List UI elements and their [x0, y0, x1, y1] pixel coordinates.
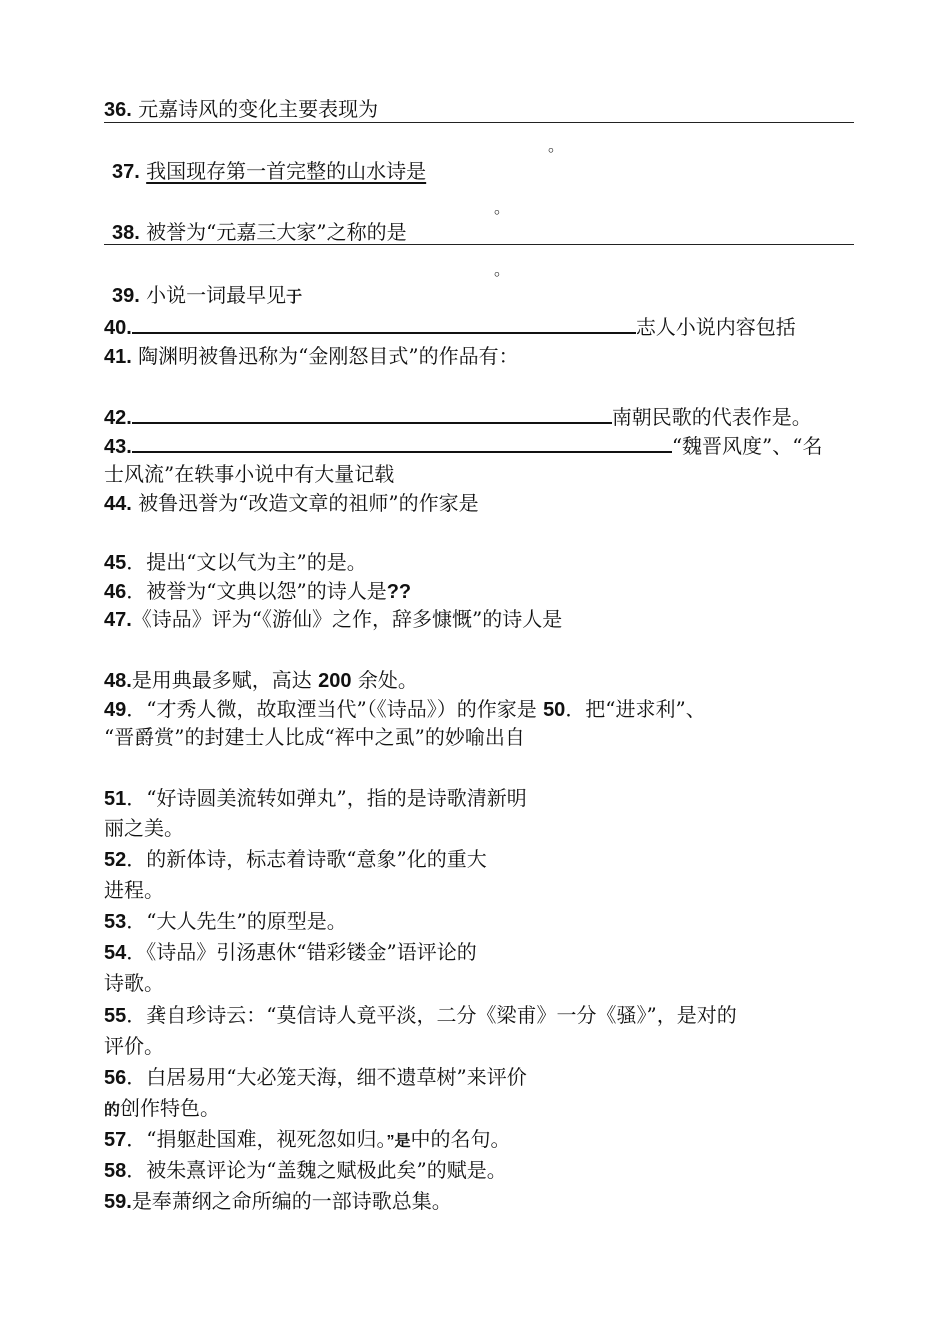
answer-blank-43 — [132, 435, 672, 453]
period-36: 。 — [548, 136, 565, 155]
question-43-continuation: 士风流”在轶事小说中有大量记载 — [104, 462, 395, 486]
period-37: 。 — [494, 198, 511, 217]
question-36: 36. 元嘉诗风的变化主要表现为 — [104, 97, 379, 121]
question-37: 37. 我国现存第一首完整的山水诗是 — [112, 159, 427, 183]
question-41: 41. 陶渊明被鲁迅称为“金刚怒目式”的作品有： — [104, 344, 519, 368]
question-39: 39. 小说一词最早见于 — [112, 283, 303, 307]
question-58: 58．被朱熹评论为“盖魏之赋极此矣”的赋是。 — [104, 1158, 507, 1182]
question-57: 57．“捐躯赴国难，视死忽如归。”是中的名句。 — [104, 1127, 511, 1151]
question-53: 53．“大人先生”的原型是。 — [104, 909, 347, 933]
period-38: 。 — [494, 260, 511, 279]
question-45: 45．提出“文以气为主”的是。 — [104, 550, 367, 574]
question-44: 44. 被鲁迅誉为“改造文章的祖师”的作家是 — [104, 491, 479, 515]
question-52: 52．的新体诗，标志着诗歌“意象”化的重大 — [104, 847, 487, 871]
question-54-continuation: 诗歌。 — [104, 971, 164, 995]
question-52-continuation: 进程。 — [104, 878, 164, 902]
question-46: 46．被誉为“文典以怨”的诗人是?? — [104, 579, 412, 603]
question-54: 54．《诗品》引汤惠休“错彩镂金”语评论的 — [104, 940, 477, 964]
question-51: 51．“好诗圆美流转如弹丸”，指的是诗歌清新明 — [104, 786, 527, 810]
question-51-continuation: 丽之美。 — [104, 816, 184, 840]
question-40: 40. 志人小说内容包括 — [104, 315, 796, 339]
question-59: 59.是奉萧纲之命所编的一部诗歌总集。 — [104, 1189, 452, 1213]
answer-blank-40 — [132, 316, 636, 334]
answer-line-36 — [104, 122, 854, 123]
question-38: 38. 被誉为“元嘉三大家”之称的是 — [112, 220, 407, 244]
question-50-continuation: “晋爵赏”的封建士人比成“裈中之虱”的妙喻出自 — [104, 725, 525, 749]
answer-line-38 — [104, 244, 854, 245]
question-56: 56．白居易用“大必笼天海，细不遗草树”来评价 — [104, 1065, 527, 1089]
question-48: 48.是用典最多赋，高达 200 余处。 — [104, 668, 418, 692]
question-49: 49．“才秀人微，故取湮当代”（《诗品》）的作家是 50．把“进求利”、 — [104, 697, 706, 721]
question-47: 47.《诗品》评为“《游仙》之作，辞多慷慨”的诗人是 — [104, 607, 563, 631]
question-56-continuation: 的创作特色。 — [104, 1096, 221, 1120]
question-43: 43. “魏晋风度”、“名 — [104, 434, 823, 458]
question-42: 42. 南朝民歌的代表作是。 — [104, 405, 812, 429]
answer-blank-42 — [132, 406, 612, 424]
question-55: 55．龚自珍诗云：“莫信诗人竟平淡，二分《梁甫》一分《骚》”，是对的 — [104, 1003, 737, 1027]
question-55-continuation: 评价。 — [104, 1034, 164, 1058]
